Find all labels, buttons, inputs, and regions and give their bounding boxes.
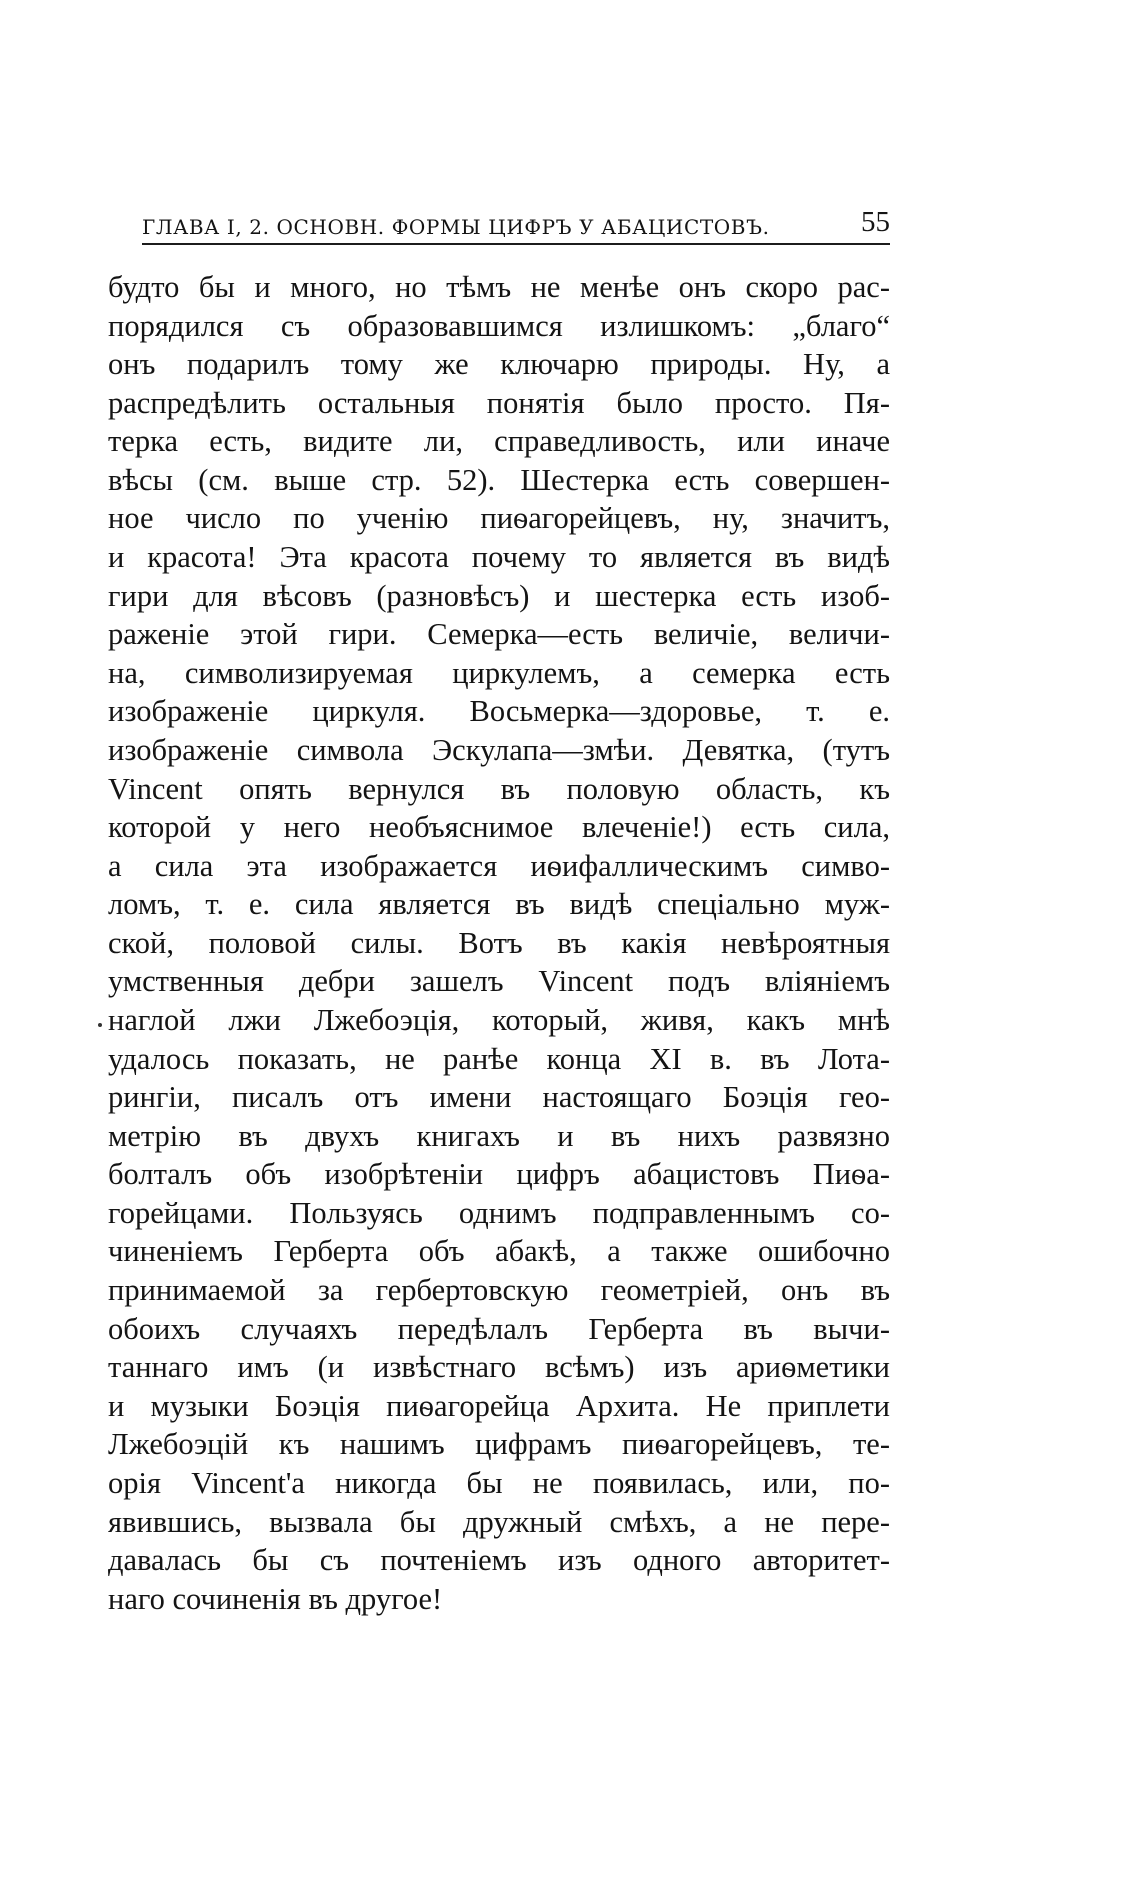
text-line: ломъ, т. е. сила является въ видѣ спеціально муж- <box>108 887 890 922</box>
page-number: 55 <box>861 206 890 238</box>
text-line: распредѣлить остальныя понятія было просто. Пя- <box>108 385 890 420</box>
text-line: которой у него необъяснимое влеченіе!) есть сила, <box>108 810 890 845</box>
text-line: болталъ объ изобрѣтеніи цифръ абацистовъ Пиѳа- <box>108 1157 890 1192</box>
text-line: и красота! Эта красота почему то является въ видѣ <box>108 540 890 575</box>
text-line: а сила эта изображается иѳифаллическимъ симво- <box>108 848 890 883</box>
text-line: изображеніе циркуля. Восьмерка—здоровье, т. е. <box>108 694 890 729</box>
running-head-title: ГЛАВА I, 2. ОСНОВН. ФОРМЫ ЦИФРЪ У АБАЦИСТОВЪ. <box>142 215 770 239</box>
running-head <box>142 205 890 245</box>
text-line: на, символизируемая циркулемъ, а семерка есть <box>108 655 890 690</box>
text-line: вѣсы (см. выше стр. 52). Шестерка есть совершен- <box>108 462 890 497</box>
header-rule <box>142 243 890 245</box>
text-line: удалось показать, не ранѣе конца XI в. въ Лота- <box>108 1041 890 1076</box>
text-line: давалась бы съ почтеніемъ изъ одного авторитет- <box>108 1543 890 1578</box>
margin-dot <box>98 1023 102 1027</box>
text-line: и музыки Боэція пиѳагорейца Архита. Не приплети <box>108 1388 890 1423</box>
text-line: терка есть, видите ли, справедливость, или иначе <box>108 424 890 459</box>
text-line: явившись, вызвала бы дружный смѣхъ, а не пере- <box>108 1504 890 1539</box>
body-text <box>108 268 890 1618</box>
text-line: таннаго имъ (и извѣстнаго всѣмъ) изъ ариѳметики <box>108 1350 890 1385</box>
text-line: Лжебоэцій къ нашимъ цифрамъ пиѳагорейцевъ, те- <box>108 1427 890 1462</box>
text-line: онъ подарилъ тому же ключарю природы. Ну, а <box>108 347 890 382</box>
text-line: изображеніе символа Эскулапа—змѣи. Девятка, (тутъ <box>108 732 890 767</box>
text-line: рингіи, писалъ отъ имени настоящаго Боэція гео- <box>108 1080 890 1115</box>
text-line: наглой лжи Лжебоэція, который, живя, какъ мнѣ <box>108 1002 890 1037</box>
text-line: метрію въ двухъ книгахъ и въ нихъ развязно <box>108 1118 890 1153</box>
text-line: раженіе этой гири. Семерка—есть величіе, величи- <box>108 617 890 652</box>
text-line: Vincent опять вернулся въ половую область, къ <box>108 771 890 806</box>
text-line: ской, половой силы. Вотъ въ какія невѣроятныя <box>108 925 890 960</box>
text-line: наго сочиненія въ другое! <box>108 1581 443 1616</box>
text-line: принимаемой за гербертовскую геометріей, онъ въ <box>108 1273 890 1308</box>
text-line: чиненіемъ Герберта объ абакѣ, а также ошибочно <box>108 1234 890 1269</box>
text-line: ное число по ученію пиѳагорейцевъ, ну, значитъ, <box>108 501 890 536</box>
text-line: обоихъ случаяхъ передѣлалъ Герберта въ вычи- <box>108 1311 890 1346</box>
text-line: гири для вѣсовъ (разновѣсъ) и шестерка есть изоб- <box>108 578 890 613</box>
text-line: орія Vincent'а никогда бы не появилась, или, по- <box>108 1465 890 1500</box>
text-line: умственныя дебри зашелъ Vincent подъ вліяніемъ <box>108 964 890 999</box>
text-line: будто бы и много, но тѣмъ не менѣе онъ скоро рас- <box>108 270 890 304</box>
text-line: порядился съ образовавшимся излишкомъ: „благо“ <box>108 308 890 343</box>
text-line: горейцами. Пользуясь однимъ подправленнымъ со- <box>108 1195 890 1230</box>
